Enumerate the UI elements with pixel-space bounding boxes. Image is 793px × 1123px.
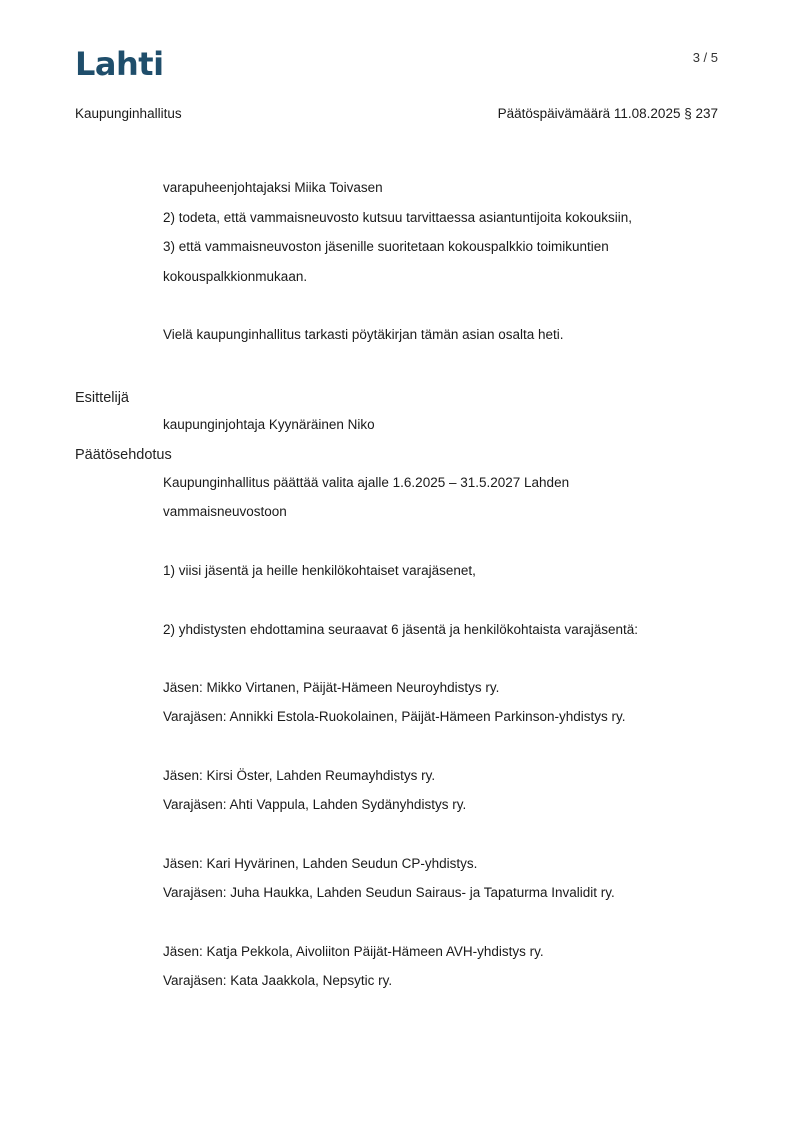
deputy-line: Varajäsen: Juha Haukka, Lahden Seudun Sairaus- ja Tapaturma Invalidit ry.	[163, 885, 615, 900]
intro-line: kokouspalkkionmukaan.	[163, 269, 308, 284]
lahti-logo: Lahti	[75, 45, 164, 83]
member-line: Jäsen: Kari Hyvärinen, Lahden Seudun CP-yhdistys.	[163, 856, 478, 871]
member-line: Jäsen: Kirsi Öster, Lahden Reumayhdistys ry.	[163, 768, 436, 783]
presenter-heading: Esittelijä	[75, 390, 129, 406]
deputy-line: Varajäsen: Kata Jaakkola, Nepsytic ry.	[163, 973, 393, 988]
intro-line: 2) todeta, että vammaisneuvosto kutsuu tarvittaessa asiantuntijoita kokouksiin,	[163, 210, 632, 225]
deputy-line: Varajäsen: Ahti Vappula, Lahden Sydänyhdistys ry.	[163, 797, 467, 812]
deputy-line: Varajäsen: Annikki Estola-Ruokolainen, Päijät-Hämeen Parkinson-yhdistys ry.	[163, 709, 626, 724]
proposal-line: 2) yhdistysten ehdottamina seuraavat 6 jäsentä ja henkilökohtaista varajäsentä:	[163, 622, 639, 637]
proposal-line: 1) viisi jäsentä ja heille henkilökohtaiset varajäsenet,	[163, 563, 476, 578]
intro-line: 3) että vammaisneuvoston jäsenille suoritetaan kokouspalkkio toimikuntien	[163, 239, 609, 254]
proposal-heading: Päätösehdotus	[75, 447, 172, 463]
decision-date: Päätöspäivämäärä 11.08.2025 § 237	[497, 106, 718, 121]
page-number: 3 / 5	[692, 50, 718, 65]
intro-line: Vielä kaupunginhallitus tarkasti pöytäkirjan tämän asian osalta heti.	[163, 327, 564, 342]
intro-line: varapuheenjohtajaksi Miika Toivasen	[163, 180, 383, 195]
member-line: Jäsen: Mikko Virtanen, Päijät-Hämeen Neuroyhdistys ry.	[163, 680, 500, 695]
member-line: Jäsen: Katja Pekkola, Aivoliiton Päijät-Hämeen AVH-yhdistys ry.	[163, 944, 544, 959]
proposal-line: vammaisneuvostoon	[163, 504, 287, 519]
organization-name: Kaupunginhallitus	[75, 106, 182, 121]
presenter-name: kaupunginjohtaja Kyynäräinen Niko	[163, 417, 375, 432]
proposal-line: Kaupunginhallitus päättää valita ajalle 1.6.2025 – 31.5.2027 Lahden	[163, 475, 570, 490]
